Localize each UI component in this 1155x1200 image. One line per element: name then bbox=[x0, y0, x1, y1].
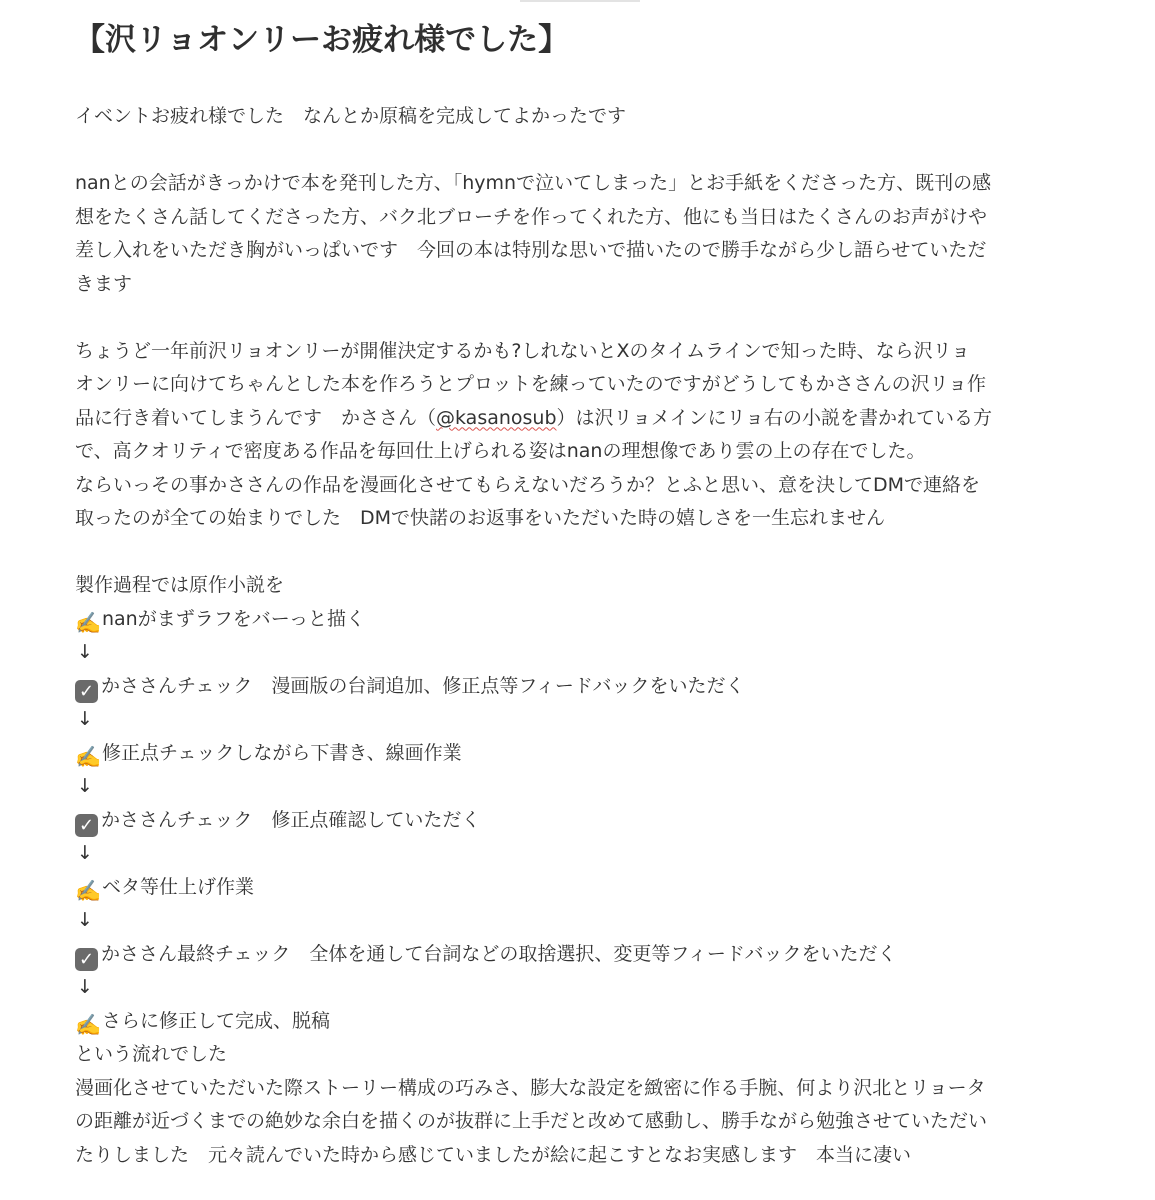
paragraph-line: 取ったのが全ての始まりでした DMで快諾のお返事をいただいた時の嬉しさを一生忘れません bbox=[75, 507, 886, 529]
paragraph-line bbox=[75, 402, 1085, 436]
down-arrow: ↓ bbox=[77, 775, 93, 797]
step-text: かささんチェック 修正点確認していただく bbox=[101, 808, 481, 831]
paragraph-line: オンリーに向けてちゃんとした本を作ろうとプロットを練っていたのですがどうしてもかささんの沢リョ作 bbox=[75, 373, 987, 395]
process-intro: 製作過程では原作小説を bbox=[75, 574, 285, 596]
down-arrow: ↓ bbox=[77, 641, 93, 663]
step-text: ベタ等仕上げ作業 bbox=[102, 875, 255, 898]
process-outro: という流れでした bbox=[75, 1043, 228, 1065]
down-arrow: ↓ bbox=[77, 708, 93, 730]
paragraph-line: きます bbox=[75, 272, 133, 295]
paragraph-line: ならいっその事かささんの作品を漫画化させてもらえないだろうか？とふと思い、意を決してDMで連絡を bbox=[75, 473, 981, 496]
process-step bbox=[75, 670, 1085, 704]
process-step bbox=[75, 603, 1085, 637]
writing-hand-icon: ✍️ bbox=[75, 610, 102, 635]
user-mention[interactable]: @kasanosub bbox=[436, 406, 557, 429]
paragraph-gap bbox=[75, 536, 1085, 570]
paragraph-line: で、高クオリティで密度ある作品を毎回仕上げられる姿はnanの理想像であり雲の上の存在でした。 bbox=[75, 440, 926, 462]
paragraph-line: 想をたくさん話してくださった方、バク北ブローチを作ってくれた方、他にも当日はたくさんのお声がけや bbox=[75, 205, 988, 228]
step-text: 修正点チェックしながら下書き、線画作業 bbox=[102, 741, 462, 764]
line-text: 品に行き着いてしまうんです かささん（ bbox=[75, 406, 437, 429]
process-step bbox=[75, 1005, 1085, 1039]
writing-hand-icon: ✍️ bbox=[75, 744, 102, 769]
down-arrow: ↓ bbox=[77, 909, 93, 931]
paragraph-line: たりしました 元々読んでいた時から感じていましたが絵に起こすとなお実感します 本当に凄い bbox=[75, 1143, 912, 1166]
paragraph-gap bbox=[75, 134, 1085, 168]
paragraph-line: イベントお疲れ様でした なんとか原稿を完成してよかったです bbox=[75, 105, 627, 127]
paragraph-gap bbox=[75, 301, 1085, 335]
paragraph-line: ちょうど一年前沢リョオンリーが開催決定するかも?しれないとXのタイムラインで知った時、なら沢リョ bbox=[75, 339, 971, 362]
check-box-icon: ✓ bbox=[75, 680, 98, 703]
process-step bbox=[75, 737, 1085, 771]
line-text: ）は沢リョメインにリョ右の小説を書かれている方 bbox=[556, 406, 993, 429]
post-title: 【沢リョオンリーお疲れ様でした】 bbox=[74, 22, 570, 58]
process-step bbox=[75, 871, 1085, 905]
step-text: かささん最終チェック 全体を通して台詞などの取捨選択、変更等フィードバックをいただく bbox=[101, 942, 897, 965]
top-divider bbox=[520, 0, 640, 2]
paragraph-line: nanとの会話がきっかけで本を発刊した方、「hymnで泣いてしまった」とお手紙をくださった方、既刊の感 bbox=[75, 172, 992, 194]
writing-hand-icon: ✍️ bbox=[75, 1012, 102, 1037]
step-text: かささんチェック 漫画版の台詞追加、修正点等フィードバックをいただく bbox=[101, 674, 745, 697]
writing-hand-icon: ✍️ bbox=[75, 878, 102, 903]
check-box-icon: ✓ bbox=[75, 814, 98, 837]
paragraph-line: の距離が近づくまでの絶妙な余白を描くのが抜群に上手だと改めて感動し、勝手ながら勉強させていただい bbox=[75, 1110, 988, 1132]
post-body bbox=[75, 100, 1085, 1172]
step-text: nanがまずラフをバーっと描く bbox=[102, 607, 365, 630]
down-arrow: ↓ bbox=[77, 976, 93, 998]
paragraph-line: 差し入れをいただき胸がいっぱいです 今回の本は特別な思いで描いたので勝手ながら少し語らせていただ bbox=[75, 239, 987, 261]
down-arrow: ↓ bbox=[77, 842, 93, 864]
paragraph-line: 漫画化させていただいた際ストーリー構成の巧みさ、膨大な設定を緻密に作る手腕、何より沢北とリョータ bbox=[75, 1076, 986, 1099]
step-text: さらに修正して完成、脱稿 bbox=[102, 1009, 331, 1032]
process-step bbox=[75, 804, 1085, 838]
check-box-icon: ✓ bbox=[75, 948, 98, 971]
process-step bbox=[75, 938, 1085, 972]
